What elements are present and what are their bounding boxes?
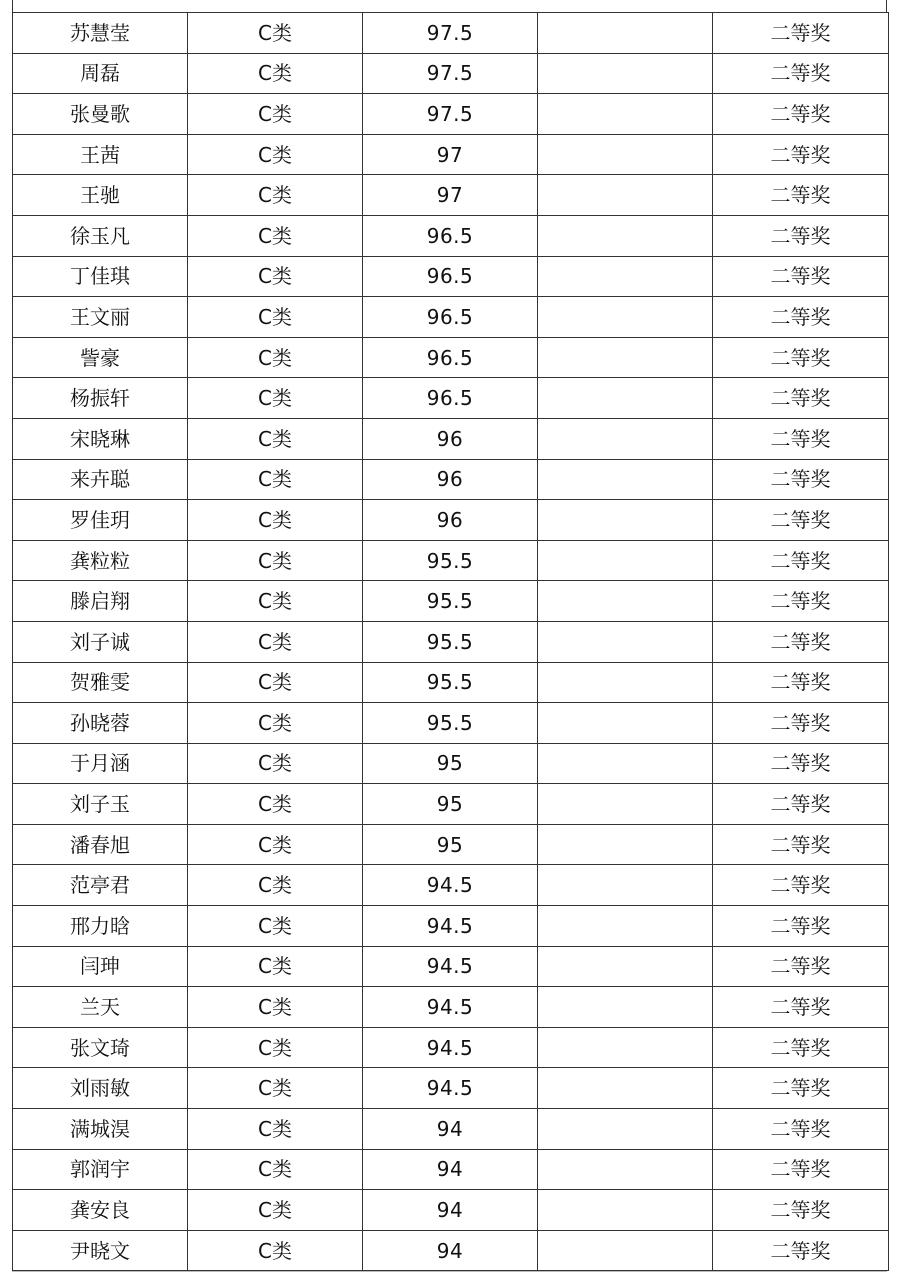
category-cell: C类	[188, 378, 363, 419]
student-name-cell: 王驰	[13, 175, 188, 216]
student-name-cell: 邢力晗	[13, 906, 188, 947]
score-cell: 96	[363, 459, 538, 500]
student-name-cell: 王茜	[13, 134, 188, 175]
award-cell: 二等奖	[713, 540, 889, 581]
table-row	[13, 378, 889, 419]
student-name-cell: 孙晓蓉	[13, 703, 188, 744]
blank-cell	[538, 134, 713, 175]
student-name-cell: 来卉聪	[13, 459, 188, 500]
award-cell: 二等奖	[713, 1149, 889, 1190]
blank-cell	[538, 94, 713, 135]
table-row	[13, 459, 889, 500]
blank-cell	[538, 337, 713, 378]
award-cell: 二等奖	[713, 256, 889, 297]
award-cell: 二等奖	[713, 53, 889, 94]
category-cell: C类	[188, 824, 363, 865]
table-row	[13, 703, 889, 744]
category-cell: C类	[188, 906, 363, 947]
award-cell: 二等奖	[713, 865, 889, 906]
blank-cell	[538, 946, 713, 987]
blank-cell	[538, 418, 713, 459]
award-cell: 二等奖	[713, 1027, 889, 1068]
score-cell: 96	[363, 500, 538, 541]
score-cell: 94.5	[363, 906, 538, 947]
student-name-cell: 于月涵	[13, 743, 188, 784]
award-cell: 二等奖	[713, 906, 889, 947]
category-cell: C类	[188, 1109, 363, 1150]
student-name-cell: 龚粒粒	[13, 540, 188, 581]
blank-cell	[538, 662, 713, 703]
table-row	[13, 1149, 889, 1190]
score-cell: 94.5	[363, 865, 538, 906]
score-cell: 96	[363, 418, 538, 459]
category-cell: C类	[188, 1068, 363, 1109]
table-row	[13, 662, 889, 703]
table-row	[13, 743, 889, 784]
award-cell: 二等奖	[713, 987, 889, 1028]
category-cell: C类	[188, 865, 363, 906]
blank-cell	[538, 175, 713, 216]
blank-cell	[538, 987, 713, 1028]
award-cell: 二等奖	[713, 459, 889, 500]
award-cell: 二等奖	[713, 297, 889, 338]
blank-cell	[538, 743, 713, 784]
blank-cell	[538, 906, 713, 947]
table-row	[13, 784, 889, 825]
table-row	[13, 540, 889, 581]
student-name-cell: 王文丽	[13, 297, 188, 338]
score-cell: 94	[363, 1190, 538, 1231]
score-cell: 95	[363, 824, 538, 865]
blank-cell	[538, 1149, 713, 1190]
blank-cell	[538, 297, 713, 338]
student-name-cell: 訾豪	[13, 337, 188, 378]
table-row	[13, 1109, 889, 1150]
blank-cell	[538, 1109, 713, 1150]
blank-cell	[538, 459, 713, 500]
table-row	[13, 215, 889, 256]
blank-cell	[538, 865, 713, 906]
student-name-cell: 贺雅雯	[13, 662, 188, 703]
blank-cell	[538, 621, 713, 662]
student-name-cell: 刘子诚	[13, 621, 188, 662]
award-cell: 二等奖	[713, 946, 889, 987]
category-cell: C类	[188, 500, 363, 541]
blank-cell	[538, 540, 713, 581]
award-cell: 二等奖	[713, 824, 889, 865]
award-cell: 二等奖	[713, 94, 889, 135]
score-cell: 95	[363, 784, 538, 825]
table-row	[13, 1027, 889, 1068]
category-cell: C类	[188, 987, 363, 1028]
blank-cell	[538, 53, 713, 94]
award-cell: 二等奖	[713, 13, 889, 54]
table-body	[13, 13, 889, 1271]
table-row	[13, 621, 889, 662]
award-cell: 二等奖	[713, 1109, 889, 1150]
category-cell: C类	[188, 743, 363, 784]
table-row	[13, 865, 889, 906]
award-cell: 二等奖	[713, 662, 889, 703]
table-row	[13, 175, 889, 216]
category-cell: C类	[188, 1230, 363, 1271]
score-cell: 95.5	[363, 621, 538, 662]
category-cell: C类	[188, 1190, 363, 1231]
category-cell: C类	[188, 94, 363, 135]
page-edge-bottom	[12, 1271, 887, 1280]
score-cell: 97	[363, 175, 538, 216]
table-row	[13, 824, 889, 865]
category-cell: C类	[188, 1149, 363, 1190]
blank-cell	[538, 378, 713, 419]
table-row	[13, 256, 889, 297]
score-cell: 94.5	[363, 987, 538, 1028]
category-cell: C类	[188, 175, 363, 216]
category-cell: C类	[188, 297, 363, 338]
table-row	[13, 13, 889, 54]
student-name-cell: 闫珅	[13, 946, 188, 987]
table-row	[13, 134, 889, 175]
award-cell: 二等奖	[713, 1190, 889, 1231]
table-row	[13, 337, 889, 378]
student-name-cell: 满城淏	[13, 1109, 188, 1150]
award-cell: 二等奖	[713, 581, 889, 622]
score-cell: 95	[363, 743, 538, 784]
award-cell: 二等奖	[713, 1068, 889, 1109]
category-cell: C类	[188, 540, 363, 581]
category-cell: C类	[188, 134, 363, 175]
blank-cell	[538, 1190, 713, 1231]
blank-cell	[538, 581, 713, 622]
table-row	[13, 94, 889, 135]
student-name-cell: 尹晓文	[13, 1230, 188, 1271]
award-cell: 二等奖	[713, 134, 889, 175]
table-row	[13, 53, 889, 94]
blank-cell	[538, 784, 713, 825]
student-name-cell: 滕启翔	[13, 581, 188, 622]
category-cell: C类	[188, 256, 363, 297]
score-cell: 94	[363, 1149, 538, 1190]
student-name-cell: 张文琦	[13, 1027, 188, 1068]
student-name-cell: 郭润宇	[13, 1149, 188, 1190]
score-cell: 96.5	[363, 297, 538, 338]
blank-cell	[538, 1027, 713, 1068]
blank-cell	[538, 703, 713, 744]
blank-cell	[538, 500, 713, 541]
category-cell: C类	[188, 784, 363, 825]
category-cell: C类	[188, 418, 363, 459]
student-name-cell: 刘子玉	[13, 784, 188, 825]
student-name-cell: 杨振轩	[13, 378, 188, 419]
page-edge-top	[12, 0, 887, 12]
award-cell: 二等奖	[713, 175, 889, 216]
score-cell: 94	[363, 1109, 538, 1150]
award-cell: 二等奖	[713, 703, 889, 744]
score-cell: 96.5	[363, 337, 538, 378]
category-cell: C类	[188, 946, 363, 987]
award-cell: 二等奖	[713, 215, 889, 256]
score-cell: 94	[363, 1230, 538, 1271]
table-row	[13, 946, 889, 987]
category-cell: C类	[188, 703, 363, 744]
award-table	[12, 12, 889, 1271]
blank-cell	[538, 256, 713, 297]
student-name-cell: 张曼歌	[13, 94, 188, 135]
student-name-cell: 宋晓琳	[13, 418, 188, 459]
student-name-cell: 潘春旭	[13, 824, 188, 865]
student-name-cell: 兰天	[13, 987, 188, 1028]
award-cell: 二等奖	[713, 784, 889, 825]
score-cell: 94.5	[363, 946, 538, 987]
table-row	[13, 1068, 889, 1109]
student-name-cell: 苏慧莹	[13, 13, 188, 54]
blank-cell	[538, 824, 713, 865]
award-cell: 二等奖	[713, 500, 889, 541]
table-row	[13, 1230, 889, 1271]
table-row	[13, 418, 889, 459]
score-cell: 95.5	[363, 581, 538, 622]
award-cell: 二等奖	[713, 1230, 889, 1271]
award-cell: 二等奖	[713, 743, 889, 784]
student-name-cell: 周磊	[13, 53, 188, 94]
student-name-cell: 范亭君	[13, 865, 188, 906]
score-cell: 97	[363, 134, 538, 175]
score-cell: 95.5	[363, 540, 538, 581]
category-cell: C类	[188, 13, 363, 54]
table-row	[13, 906, 889, 947]
score-cell: 97.5	[363, 53, 538, 94]
category-cell: C类	[188, 53, 363, 94]
blank-cell	[538, 1230, 713, 1271]
table-row	[13, 297, 889, 338]
score-cell: 95.5	[363, 703, 538, 744]
score-cell: 96.5	[363, 256, 538, 297]
score-cell: 94.5	[363, 1068, 538, 1109]
category-cell: C类	[188, 621, 363, 662]
score-cell: 97.5	[363, 94, 538, 135]
score-cell: 94.5	[363, 1027, 538, 1068]
table-row	[13, 581, 889, 622]
blank-cell	[538, 215, 713, 256]
score-cell: 96.5	[363, 378, 538, 419]
score-cell: 97.5	[363, 13, 538, 54]
student-name-cell: 罗佳玥	[13, 500, 188, 541]
score-cell: 96.5	[363, 215, 538, 256]
table-row	[13, 1190, 889, 1231]
award-cell: 二等奖	[713, 418, 889, 459]
score-cell: 95.5	[363, 662, 538, 703]
category-cell: C类	[188, 215, 363, 256]
category-cell: C类	[188, 459, 363, 500]
table-row	[13, 987, 889, 1028]
category-cell: C类	[188, 581, 363, 622]
blank-cell	[538, 1068, 713, 1109]
award-cell: 二等奖	[713, 621, 889, 662]
blank-cell	[538, 13, 713, 54]
student-name-cell: 龚安良	[13, 1190, 188, 1231]
award-cell: 二等奖	[713, 378, 889, 419]
student-name-cell: 丁佳琪	[13, 256, 188, 297]
student-name-cell: 徐玉凡	[13, 215, 188, 256]
table-row	[13, 500, 889, 541]
category-cell: C类	[188, 337, 363, 378]
award-cell: 二等奖	[713, 337, 889, 378]
category-cell: C类	[188, 662, 363, 703]
category-cell: C类	[188, 1027, 363, 1068]
student-name-cell: 刘雨敏	[13, 1068, 188, 1109]
